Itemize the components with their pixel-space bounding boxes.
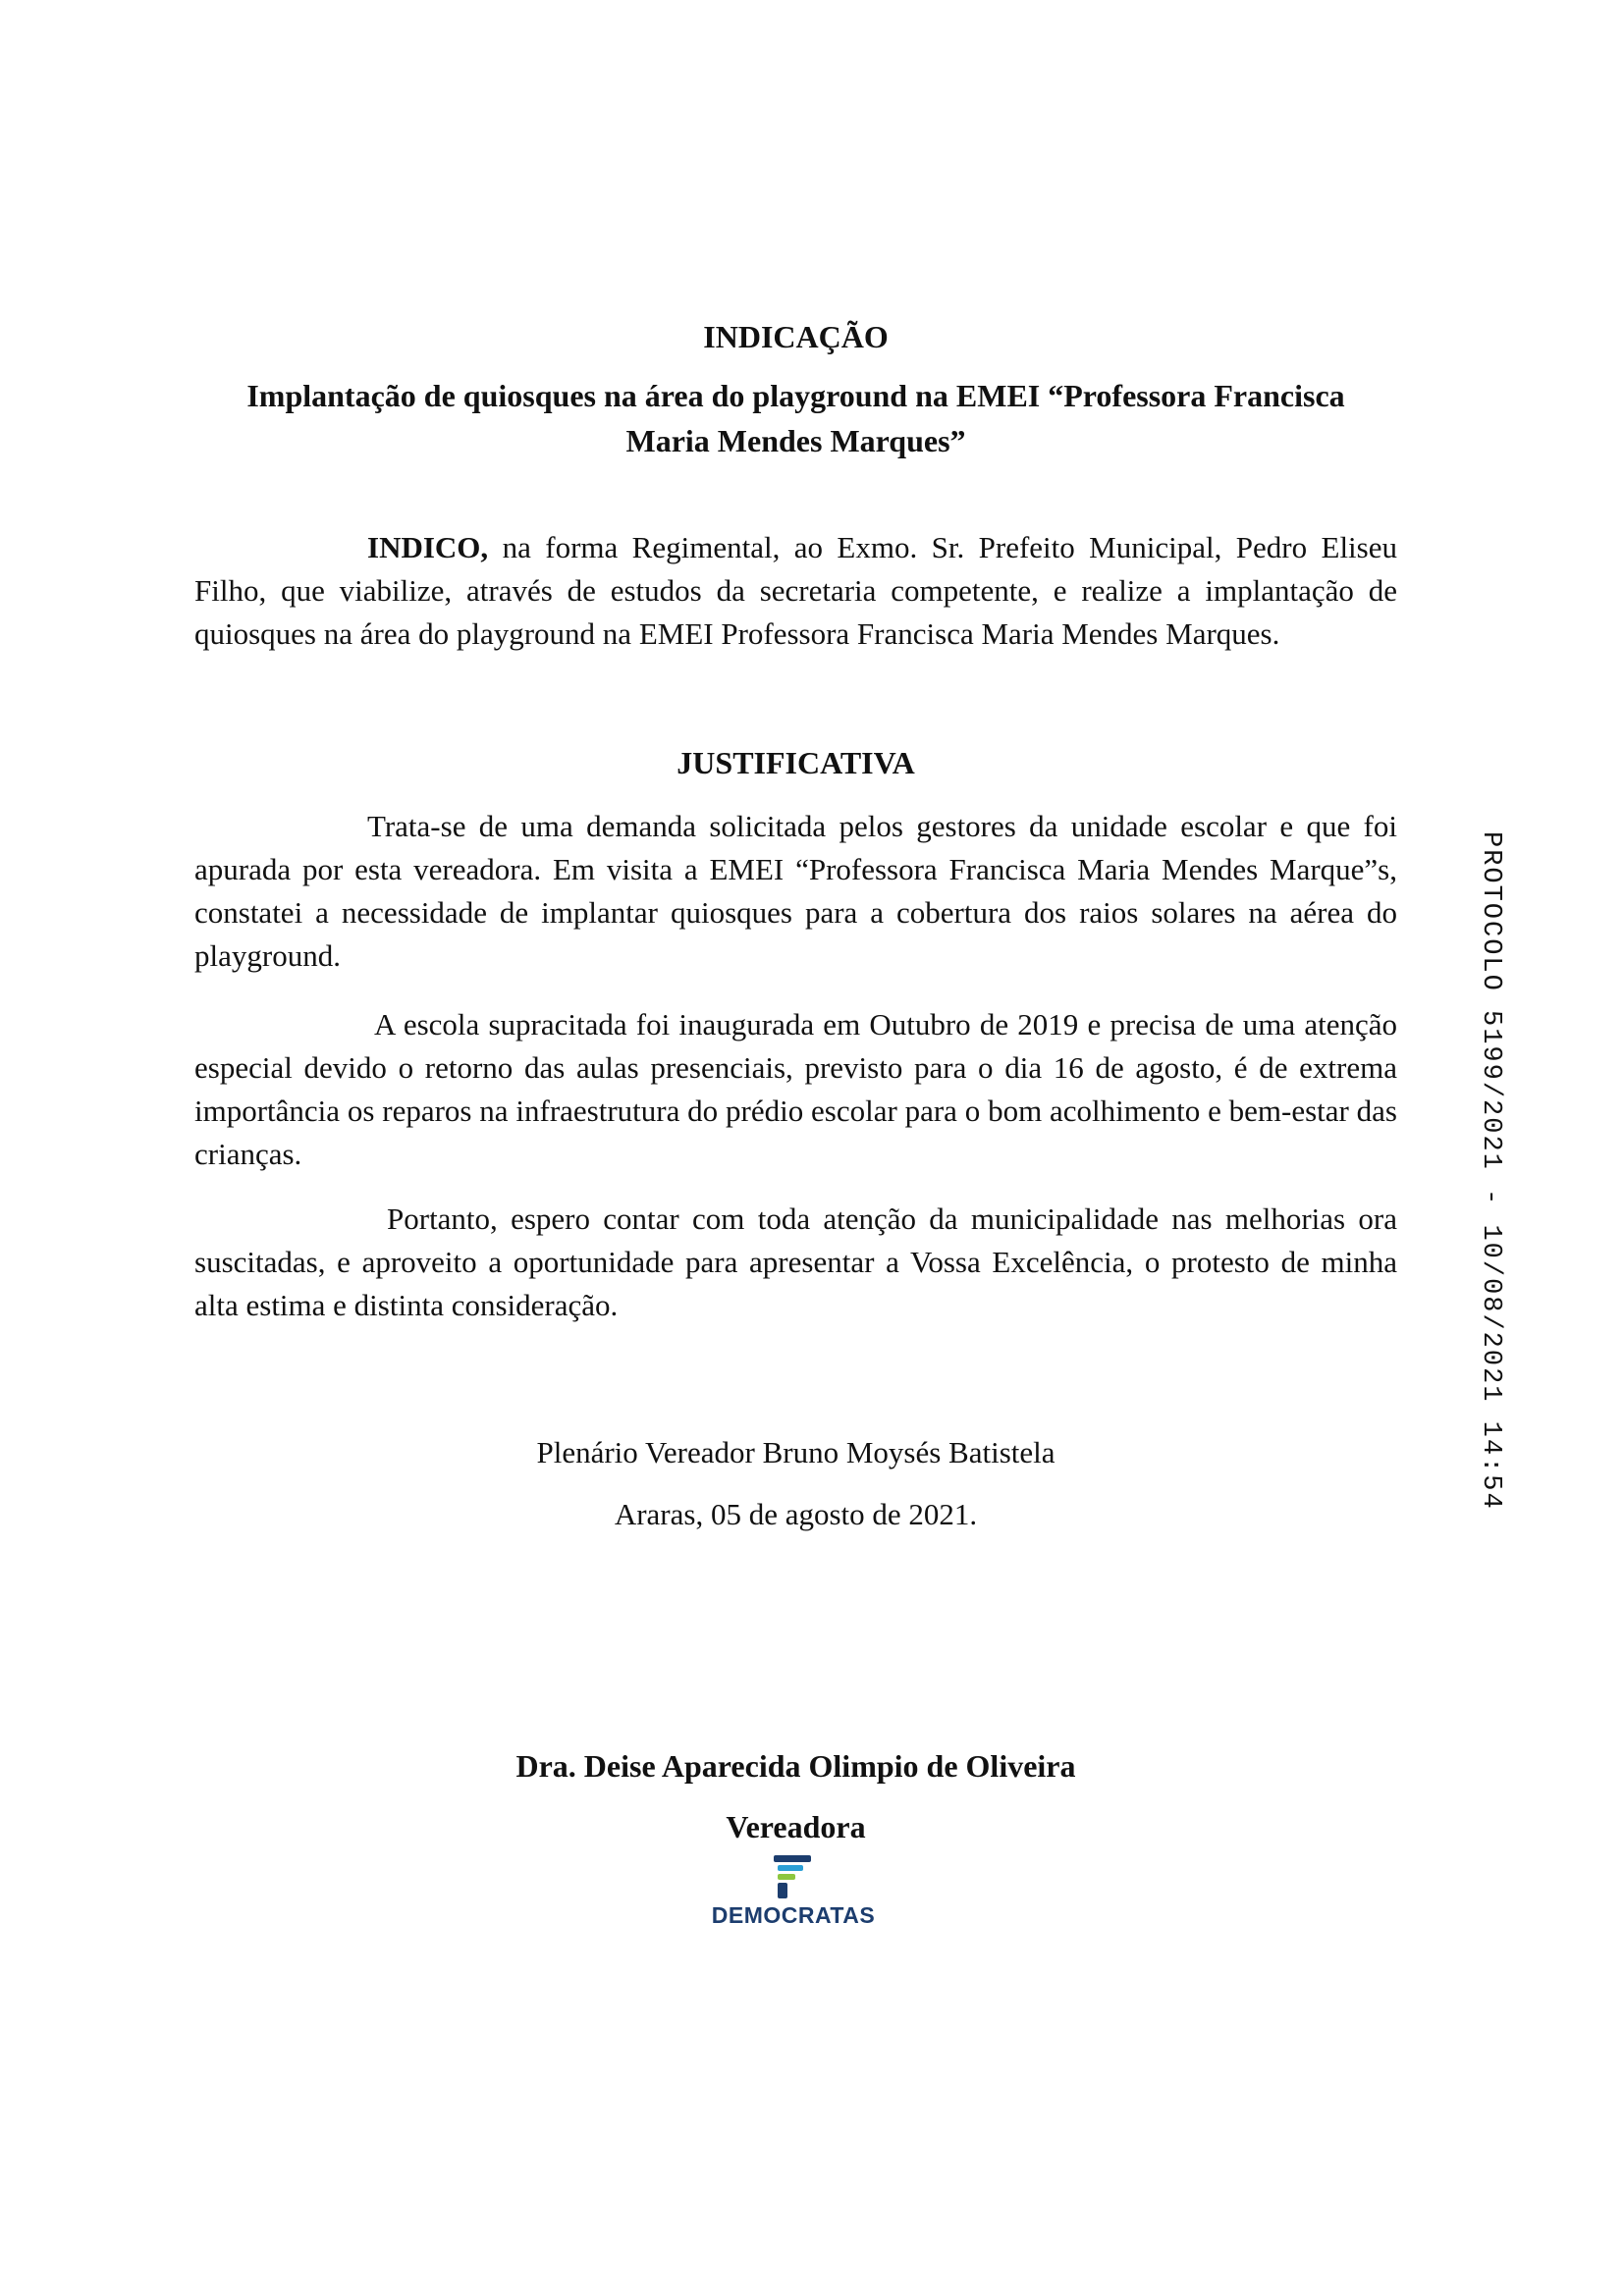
logo-bar-lower	[778, 1874, 795, 1880]
democratas-logo	[695, 1853, 892, 1942]
logo-bar-middle	[778, 1865, 803, 1871]
plenary-line: Plenário Vereador Bruno Moysés Batistela	[536, 1435, 1056, 1469]
indication-text: na forma Regimental, ao Exmo. Sr. Prefeito Municipal, Pedro Eliseu Filho, que viabilize, através de estudos da secretaria competente, e realize a implantação de quiosques na área do playground na EMEI Professora Francisca Maria Mendes Marques.	[194, 530, 1397, 651]
protocol-stamp: PROTOCOLO 5199/2021 - 10/08/2021 14:54	[1476, 831, 1505, 1511]
signer-role: Vereadora	[726, 1809, 866, 1844]
subject-line-1: Implantação de quiosques na área do playground na EMEI “Professora Francisca	[246, 378, 1345, 413]
indication-paragraph	[194, 526, 1397, 656]
justification-title: JUSTIFICATIVA	[677, 745, 915, 780]
subject-heading	[194, 373, 1397, 463]
justification-paragraph-1: Trata-se de uma demanda solicitada pelos gestores da unidade escolar e que foi apurada por esta vereadora. Em visita a EMEI “Professora Francisca Maria Mendes Marque”s, constatei a necessidade de implantar quiosques para a cobertura dos raios solares na aérea do playground.	[194, 809, 1397, 973]
logo-wordmark: DEMOCRATAS	[711, 1902, 876, 1928]
logo-bar-top	[774, 1855, 811, 1862]
place-date: Araras, 05 de agosto de 2021.	[614, 1497, 978, 1531]
logo-stem	[778, 1883, 787, 1898]
justification-paragraph-3: Portanto, espero contar com toda atenção da municipalidade nas melhorias ora suscitadas, e aproveito a oportunidade para apresentar a Vossa Excelência, o protesto de minha alta estima e distinta consideração.	[194, 1201, 1397, 1322]
justification-paragraph-2: A escola supracitada foi inaugurada em Outubro de 2019 e precisa de uma atenção especial devido o retorno das aulas presenciais, previsto para o dia 16 de agosto, é de extrema importância os reparos na infraestrutura do prédio escolar para o bom acolhimento e bem-estar das crianças.	[194, 1007, 1397, 1171]
democratas-emblem-icon	[695, 1853, 892, 1902]
document-title: INDICAÇÃO	[703, 319, 889, 354]
subject-line-2: Maria Mendes Marques”	[625, 423, 966, 458]
indication-lead: INDICO,	[367, 530, 489, 564]
signer-name: Dra. Deise Aparecida Olimpio de Oliveira	[515, 1748, 1076, 1784]
